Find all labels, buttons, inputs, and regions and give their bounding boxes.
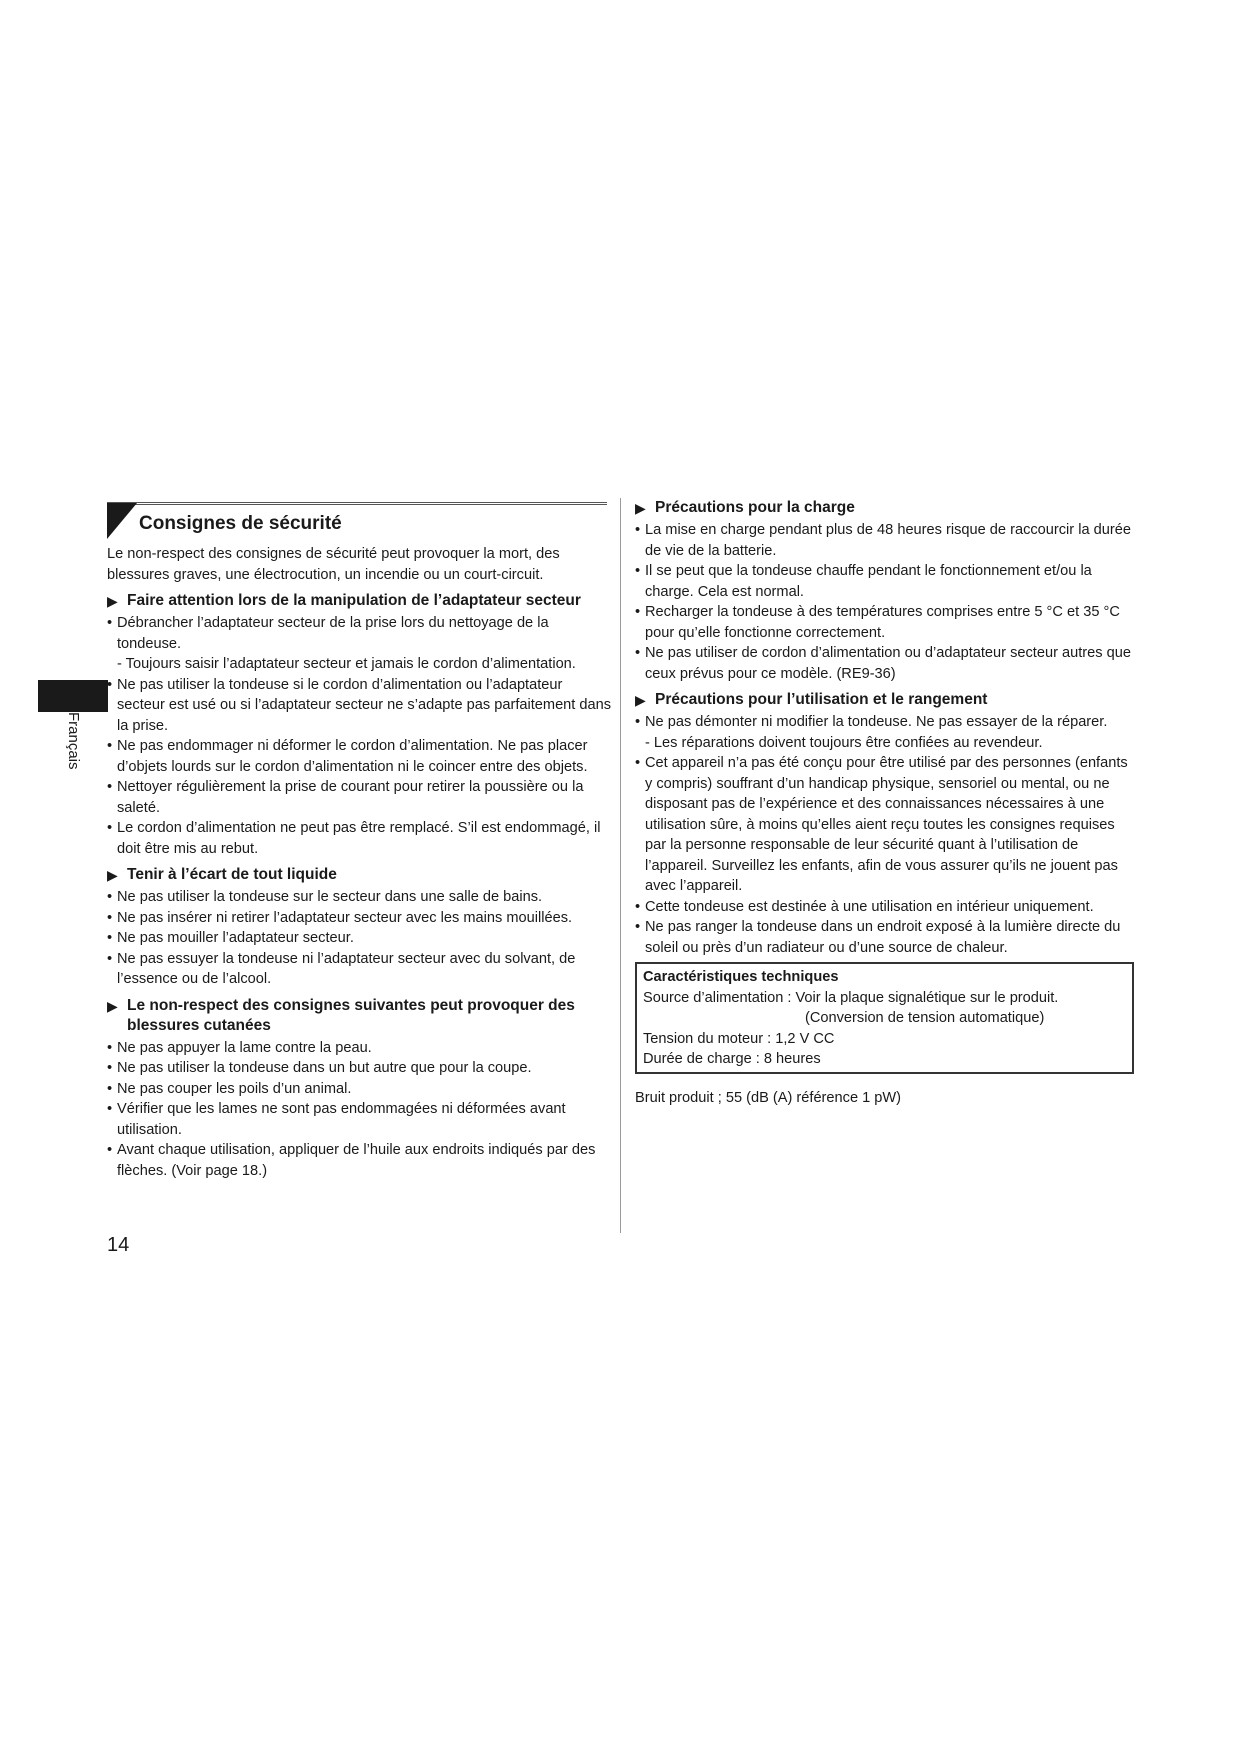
list-item: • Vérifier que les lames ne sont pas endommagées ni déformées avant utilisation. [107,1099,612,1140]
column-divider [620,498,621,1233]
specs-charge-time: Durée de charge : 8 heures [643,1051,821,1067]
list-item: • Ne pas ranger la tondeuse dans un endroit exposé à la lumière directe du soleil ou près d’un radiateur ou d’une source de chaleur. [635,917,1135,958]
section-heading-liquid: ▶ Tenir à l’écart de tout liquide [107,866,337,883]
liquid-list [107,887,612,990]
list-item: • Recharger la tondeuse à des températures comprises entre 5 °C et 35 °C pour qu’elle fonctionne correctement. [635,602,1135,643]
specs-power-source: Source d’alimentation : Voir la plaque signalétique sur le produit. [643,989,1059,1006]
list-item: • Ne pas démonter ni modifier la tondeuse. Ne pas essayer de la réparer. [635,712,1135,733]
section-heading-usage: ▶ Précautions pour l’utilisation et le rangement [635,691,988,708]
list-item: • Ne pas insérer ni retirer l’adaptateur secteur avec les mains mouillées. [107,908,612,929]
list-item: • Ne pas utiliser la tondeuse si le cordon d’alimentation ou l’adaptateur secteur est usé ou si l’adaptateur secteur ne s’adapte pas parfaitement dans la prise. [107,675,612,737]
specs-box [635,962,1134,1074]
sub-note: - Les réparations doivent toujours être confiées au revendeur. [645,734,1043,751]
section-heading-adapter: ▶ Faire attention lors de la manipulation de l’adaptateur secteur [107,592,581,609]
section-heading-skin: ▶ Le non-respect des consignes suivantes peut provoquer des blessures cutanées [107,996,575,1034]
triangle-arrow-icon: ▶ [107,997,118,1014]
language-tab-marker [38,680,108,712]
list-item: • La mise en charge pendant plus de 48 heures risque de raccourcir la durée de vie de la batterie. [635,520,1135,561]
specs-title: Caractéristiques techniques [643,969,839,985]
charge-list [635,520,1135,684]
list-item: • Ne pas couper les poils d’un animal. [107,1079,612,1100]
usage-list [635,712,1135,958]
list-item: • Avant chaque utilisation, appliquer de l’huile aux endroits indiqués par des flèches. (Voir page 18.) [107,1140,612,1181]
adapter-list [107,613,612,859]
list-item: • Ne pas mouiller l’adaptateur secteur. [107,928,612,949]
intro-paragraph: Le non-respect des consignes de sécurité peut provoquer la mort, des blessures graves, une électrocution, un incendie ou un court-circuit. [107,546,560,583]
section-heading-charge: ▶ Précautions pour la charge [635,499,855,516]
list-item: • Ne pas utiliser de cordon d’alimentation ou d’adaptateur secteur autres que ceux prévus pour ce modèle. (RE9-36) [635,643,1135,684]
list-item: • Nettoyer régulièrement la prise de courant pour retirer la poussière ou la saleté. [107,777,612,818]
triangle-arrow-icon: ▶ [107,867,118,883]
page-title: Consignes de sécurité [139,513,342,534]
list-item: • Le cordon d’alimentation ne peut pas être remplacé. S’il est endommagé, il doit être mis au rebut. [107,818,612,859]
list-item: • Ne pas endommager ni déformer le cordon d’alimentation. Ne pas placer d’objets lourds sur le cordon d’alimentation ni le coincer entre des objets. [107,736,612,777]
language-label-text: Français [65,712,82,770]
left-column [107,500,612,1181]
triangle-arrow-icon: ▶ [635,500,646,516]
list-item: • Ne pas utiliser la tondeuse dans un but autre que pour la coupe. [107,1058,612,1079]
list-item: • Ne pas appuyer la lame contre la peau. [107,1038,612,1059]
sub-note: - Toujours saisir l’adaptateur secteur et jamais le cordon d’alimentation. [117,656,576,672]
list-item: • Ne pas utiliser la tondeuse sur le secteur dans une salle de bains. [107,887,612,908]
language-side-label [62,712,82,802]
safety-title-block [107,500,612,540]
triangle-arrow-icon: ▶ [635,692,646,708]
page-number: 14 [107,1234,130,1256]
right-column [635,498,1135,1108]
list-item: • Cet appareil n’a pas été conçu pour être utilisé par des personnes (enfants y compris) souffrant d’un handicap physique, sensoriel ou mental, ou ne disposant pas de l’expérience et des connaissances nécessaires à une utilisation sûre, à moins qu’elles aient reçu toutes les consignes requises par la personne responsable de leur sécurité quant à l’utilisation de l’appareil. Surveillez les enfants, afin de vous assurer qu’ils ne jouent pas avec l’appareil. [635,753,1135,897]
list-item: • Débrancher l’adaptateur secteur de la prise lors du nettoyage de la tondeuse. [107,613,612,654]
list-item: • Ne pas essuyer la tondeuse ni l’adaptateur secteur avec du solvant, de l’essence ou de l’alcool. [107,949,612,990]
list-item: • Cette tondeuse est destinée à une utilisation en intérieur uniquement. [635,897,1135,918]
skin-list [107,1038,612,1182]
noise-level: Bruit produit ; 55 (dB (A) référence 1 pW) [635,1089,902,1106]
title-corner-triangle-icon [107,503,137,539]
specs-motor-voltage: Tension du moteur : 1,2 V CC [643,1030,835,1047]
title-rule [107,502,607,505]
specs-power-source-note: (Conversion de tension automatique) [805,1010,1045,1026]
list-item: • Il se peut que la tondeuse chauffe pendant le fonctionnement et/ou la charge. Cela est normal. [635,561,1135,602]
triangle-arrow-icon: ▶ [107,593,118,609]
